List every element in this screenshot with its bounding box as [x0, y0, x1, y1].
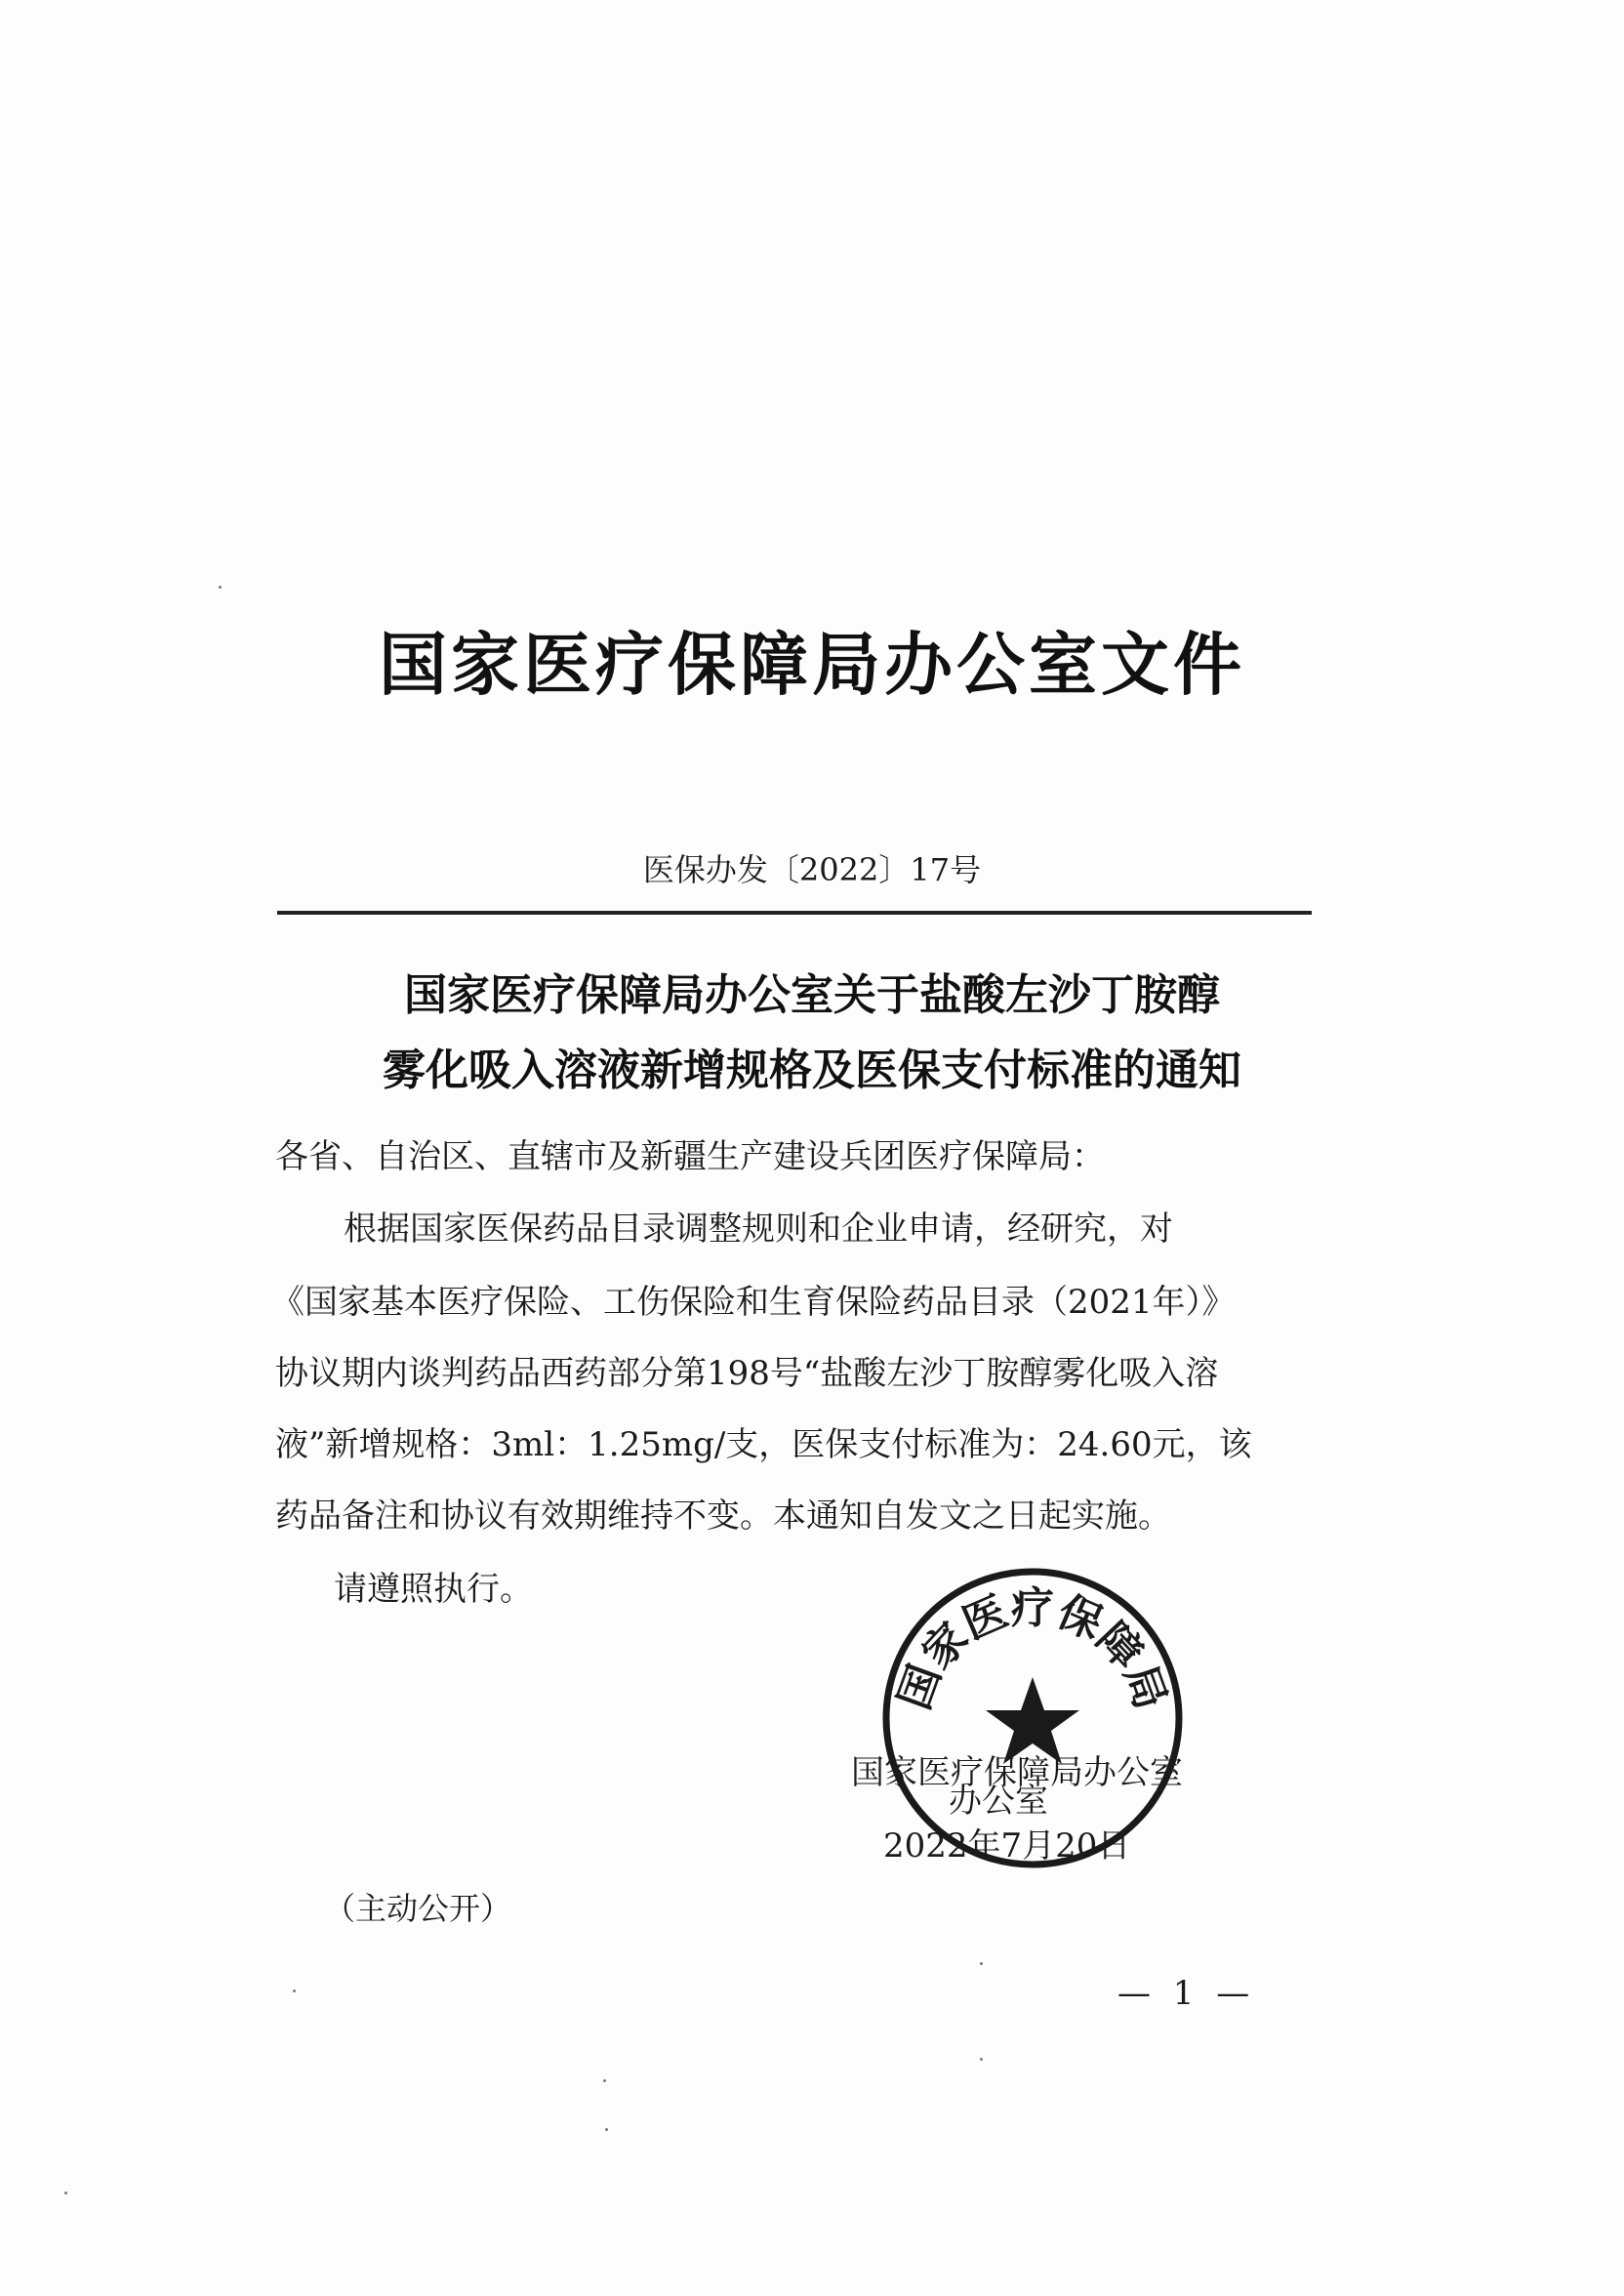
disclosure-label: （主动公开） [324, 1890, 512, 1927]
seal-center-line-1: 办 [949, 1782, 982, 1821]
document-number: 医保办发〔2022〕17号 [642, 851, 982, 888]
header-divider [277, 911, 1312, 915]
scan-speck [980, 1962, 983, 1965]
page-number: — 1 — [1117, 1974, 1256, 2013]
scan-speck [64, 2192, 67, 2194]
scan-speck [293, 1989, 296, 1992]
agency-file-title: 国家医疗保障局办公室文件 [379, 625, 1245, 705]
addressee: 各省、自治区、直辖市及新疆生产建设兵团医疗保障局： [275, 1137, 1105, 1176]
scan-speck [605, 2128, 608, 2131]
notice-title-line-1: 国家医疗保障局办公室关于盐酸左沙丁胺醇 [404, 970, 1220, 1020]
closing-line: 请遵照执行。 [334, 1570, 533, 1609]
body-line-1: 根据国家医保药品目录调整规则和企业申请，经研究，对 [344, 1210, 1173, 1249]
seal-ring-text: 国家医疗保障局 [889, 1583, 1176, 1716]
seal-center-line-2: 公室 [982, 1782, 1048, 1821]
body-line-3: 协议期内谈判药品西药部分第198号“盐酸左沙丁胺醇雾化吸入溶 [275, 1354, 1219, 1393]
scan-speck [219, 586, 222, 589]
body-line-5: 药品备注和协议有效期维持不变。本通知自发文之日起实施。 [275, 1496, 1171, 1536]
issue-date: 2022年7月20日 [883, 1826, 1131, 1866]
issuer-signature: 国家医疗保障局办公室 [851, 1753, 1183, 1792]
notice-title-line-2: 雾化吸入溶液新增规格及医保支付标准的通知 [383, 1046, 1241, 1095]
seal-center-text [949, 1782, 1048, 1821]
scan-speck [980, 2058, 983, 2061]
scan-speck [603, 2079, 606, 2082]
body-line-4: 液”新增规格：3ml：1.25mg/支，医保支付标准为：24.60元，该 [275, 1425, 1252, 1464]
body-line-2: 《国家基本医疗保险、工伤保险和生育保险药品目录（2021年）》 [271, 1283, 1236, 1322]
